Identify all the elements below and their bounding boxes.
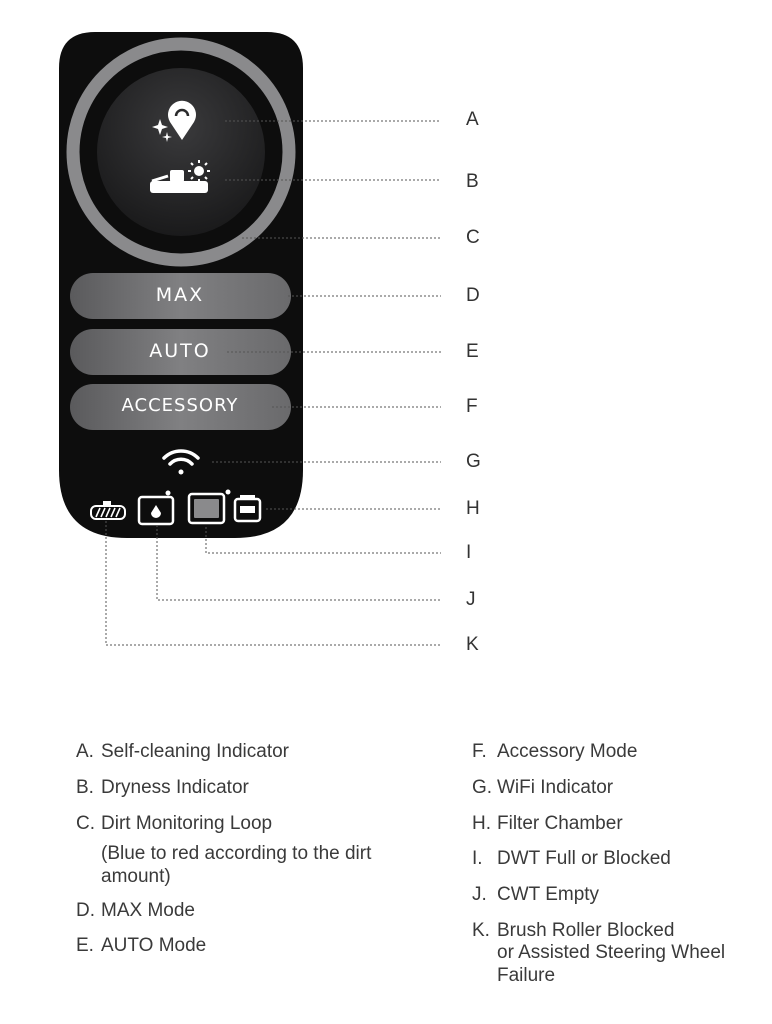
legend-key: G. bbox=[472, 777, 493, 798]
legend-key: K. bbox=[472, 920, 490, 941]
legend-item bbox=[472, 919, 674, 942]
legend-item bbox=[76, 740, 289, 763]
legend-text: MAX Mode bbox=[101, 900, 195, 921]
legend-note: Failure bbox=[497, 965, 556, 986]
callout-i: I bbox=[466, 542, 472, 563]
legend-key: I. bbox=[472, 848, 483, 869]
legend-item bbox=[472, 812, 623, 835]
legend-item bbox=[76, 934, 206, 957]
legend-note: amount) bbox=[101, 866, 171, 887]
legend-text: Filter Chamber bbox=[497, 813, 623, 834]
legend-text: WiFi Indicator bbox=[497, 777, 614, 798]
auto-button-label[interactable]: AUTO bbox=[149, 340, 211, 362]
legend-text: DWT Full or Blocked bbox=[497, 848, 671, 869]
legend-key: J. bbox=[472, 884, 487, 905]
callout-g: G bbox=[466, 451, 481, 472]
max-button-label[interactable]: MAX bbox=[155, 284, 205, 306]
legend-item bbox=[76, 776, 249, 799]
legend-text: Brush Roller Blocked bbox=[497, 920, 675, 941]
legend-note: or Assisted Steering Wheel bbox=[497, 942, 726, 963]
callout-b: B bbox=[466, 171, 479, 192]
callout-a: A bbox=[466, 109, 479, 130]
legend-key: H. bbox=[472, 813, 491, 834]
callout-j: J bbox=[466, 589, 476, 610]
callout-h: H bbox=[466, 498, 480, 519]
legend-key: B. bbox=[76, 777, 94, 798]
indicator-disc bbox=[97, 68, 265, 236]
callout-c: C bbox=[466, 227, 480, 248]
legend-item bbox=[472, 847, 671, 870]
legend-text: AUTO Mode bbox=[101, 935, 207, 956]
legend-text: CWT Empty bbox=[497, 884, 600, 905]
legend-text: Dryness Indicator bbox=[101, 777, 249, 798]
legend-item bbox=[472, 883, 599, 906]
legend-item bbox=[472, 740, 637, 763]
legend-text: Dirt Monitoring Loop bbox=[101, 813, 273, 834]
legend-key: D. bbox=[76, 900, 95, 921]
legend-key: F. bbox=[472, 741, 487, 762]
legend-text: Accessory Mode bbox=[497, 741, 638, 762]
callout-k: K bbox=[466, 634, 479, 655]
legend-item bbox=[472, 776, 613, 799]
legend-item bbox=[76, 812, 272, 835]
legend-key: E. bbox=[76, 935, 94, 956]
callout-e: E bbox=[466, 341, 479, 362]
dwt-full-icon bbox=[189, 490, 231, 524]
callout-f: F bbox=[466, 396, 478, 417]
legend-note: (Blue to red according to the dirt bbox=[101, 843, 372, 864]
legend-key: A. bbox=[76, 741, 94, 762]
callout-d: D bbox=[466, 285, 480, 306]
legend-text: Self-cleaning Indicator bbox=[101, 741, 289, 762]
accessory-button-label[interactable]: ACCESSORY bbox=[121, 395, 239, 416]
legend-key: C. bbox=[76, 813, 95, 834]
legend-item bbox=[76, 899, 195, 922]
